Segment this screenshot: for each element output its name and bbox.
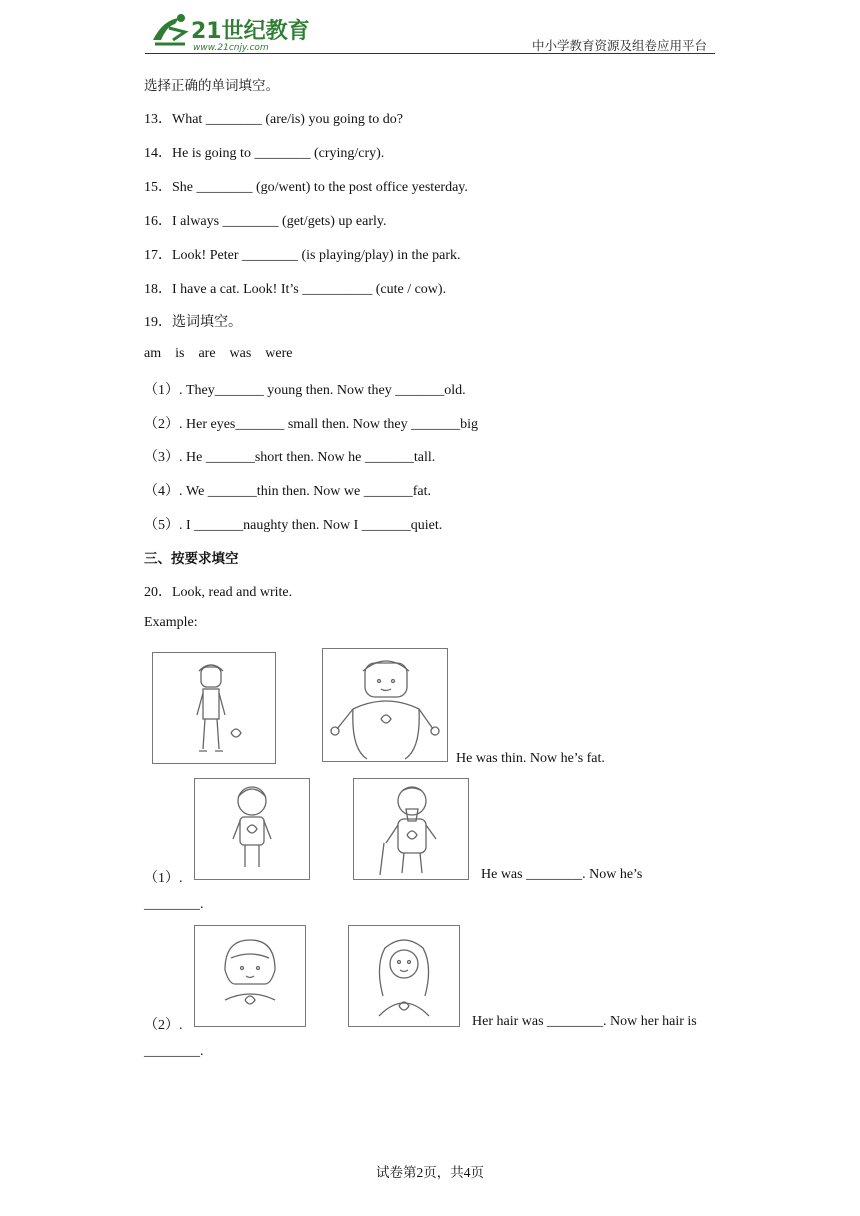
instruction-select-words: 选择正确的单词填空。 xyxy=(144,78,279,94)
question-17: 17．Look! Peter ________ (is playing/play) in the park. xyxy=(144,248,461,263)
short-hair-girl-picture xyxy=(194,925,306,1027)
question-20: 20．Look, read and write. xyxy=(144,585,293,600)
item-1-label: （1）. xyxy=(144,871,183,886)
item-2-label: （2）. xyxy=(144,1018,183,1033)
section-3-heading: 三、按要求填空 xyxy=(144,551,239,567)
question-19-title: 19．选词填空。 xyxy=(144,315,242,330)
item-2-continuation: ________. xyxy=(144,1044,204,1059)
question-15: 15．She ________ (go/went) to the post office yesterday. xyxy=(144,180,468,195)
item-1-sentence: He was ________. Now he’s xyxy=(481,867,643,882)
logo-url: www.21cnjy.com xyxy=(193,43,269,53)
item-2-sentence: Her hair was ________. Now her hair is xyxy=(472,1014,697,1029)
item-1-continuation: ________. xyxy=(144,897,204,912)
short-boy-picture xyxy=(194,778,310,880)
question-16: 16．I always ________ (get/gets) up early. xyxy=(144,214,387,229)
platform-name: 中小学教育资源及组卷应用平台 xyxy=(531,38,707,53)
long-hair-girl-picture xyxy=(348,925,460,1027)
q19-item-5: （5）. I _______naughty then. Now I _______quiet. xyxy=(144,518,443,533)
q19-item-4: （4）. We _______thin then. Now we _______fat. xyxy=(144,484,431,499)
question-13: 13．What ________ (are/is) you going to do? xyxy=(144,112,403,127)
tall-old-man-picture xyxy=(353,778,469,880)
question-18: 18．I have a cat. Look! It’s __________ (cute / cow). xyxy=(144,282,447,297)
fat-boy-picture xyxy=(322,648,448,762)
site-logo xyxy=(145,10,315,54)
q19-item-3: （3）. He _______short then. Now he _______tall. xyxy=(144,450,436,465)
thin-boy-picture xyxy=(152,652,276,764)
question-14: 14．He is going to ________ (crying/cry). xyxy=(144,146,385,161)
example-sentence: He was thin. Now he’s fat. xyxy=(456,751,605,766)
logo-text: 21世纪教育 xyxy=(191,19,310,44)
word-bank: am is are was were xyxy=(144,346,293,361)
page-footer: 试卷第2页，共4页 xyxy=(376,1165,484,1180)
header-divider xyxy=(145,53,715,54)
runner-logo-icon xyxy=(153,14,185,44)
q19-item-2: （2）. Her eyes_______ small then. Now they _______big xyxy=(144,417,479,432)
example-label: Example: xyxy=(144,615,198,630)
q19-item-1: （1）. They_______ young then. Now they _______old. xyxy=(144,383,466,398)
